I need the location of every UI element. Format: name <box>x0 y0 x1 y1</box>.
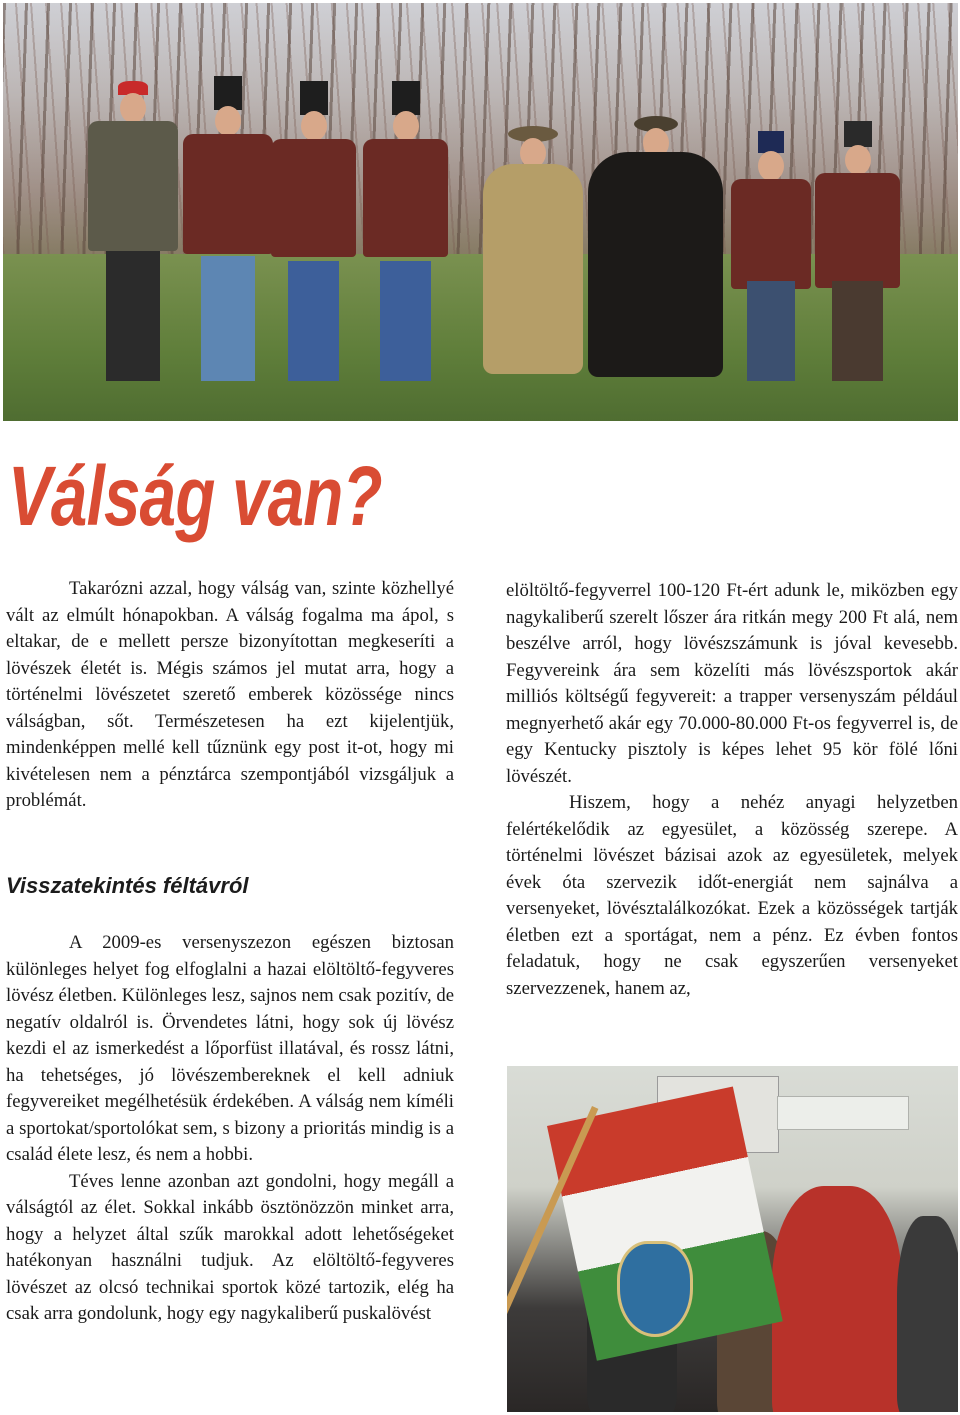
intro-column <box>6 576 454 815</box>
person-figure <box>588 116 723 381</box>
section-column <box>6 930 454 1328</box>
section-paragraph: A 2009-es versenyszezon egészen biztosan különleges helyet fog elfoglalni a hazai elöltöltő-fegyveres lövész életben. Különleges lesz, sajnos nem csak pozitív, de negatív oldalról is. Örvendetes látni, hogy sok új lövész kezdi el az ismerkedést a lőporfüst illatával, és rossz látni, ha tehetséges, jó lövészembereknek el kell adniuk fegyvereiket megélhetésük érdekében. A válság nem kíméli a sportokat/sportolókat sem, s bizony a prioritás mindig is a család élete lesz, és nem a hobbi. <box>6 932 454 1165</box>
article-title: Válság van? <box>8 449 382 543</box>
person-figure <box>815 121 900 381</box>
person-figure <box>731 131 811 381</box>
person-figure <box>483 126 583 381</box>
bottom-photo <box>507 1066 958 1412</box>
person-figure <box>183 76 273 381</box>
right-column <box>506 578 958 1002</box>
flag-emblem <box>617 1241 693 1337</box>
right-paragraph: Hiszem, hogy a nehéz anyagi helyzetben felértékelődik az egyesület, a közösség szerepe. A történelmi lövészet bázisai azok az egyesületek, melyek évek óta szervezik időt-energiát nem sajnálva a versenyeket, lövésztalálkozókat. Ezek a közösségek tartják életben ezt a sportágat, nem a pénz. Ez évben fontos feladatuk, hogy ne csak egyszerűen versenyeket szervezzenek, hanem az, <box>506 792 958 999</box>
person-figure <box>897 1216 958 1412</box>
person-figure <box>363 81 448 381</box>
top-photo <box>3 3 958 421</box>
person-figure <box>88 81 178 381</box>
section-heading: Visszatekintés féltávról <box>6 873 249 898</box>
air-conditioner <box>777 1096 909 1130</box>
section-paragraph: Téves lenne azonban azt gondolni, hogy megáll a válságtól az élet. Sokkal inkább ösztönözzön minket arra, hogy a helyzet által szűk marokkal adott lehetőségeket hatékonyan használni tudjuk. Az elöltöltő-fegyveres lövészet az olcsó technikai sportok közé tartozik, elég ha csak arra gondolunk, hogy egy nagykaliberű puskalövést <box>6 1170 454 1324</box>
person-figure <box>772 1186 902 1412</box>
person-figure <box>271 81 356 381</box>
right-paragraph: elöltöltő-fegyverrel 100-120 Ft-ért adunk le, miközben egy nagykaliberű szerelt lőszer ára ritkán megy 200 Ft alá, nem beszélve arról, hogy lövészszámunk is jóval kevesebb. Fegyvereink ára sem közelíti más lövészsportok akár milliós költségű fegyvereit: a trapper versenyszám például megnyerhető akár egy 70.000-80.000 Ft-os fegyverrel is, de egy Kentucky pisztoly is képes lehet 95 kör fölé lőni lövészét. <box>506 580 958 787</box>
intro-paragraph: Takarózni azzal, hogy válság van, szinte közhellyé vált az elmúlt hónapokban. A válság fogalma ma ápol, s eltakar, de e mellett persze bizonyítottan megkeseríti a lövészek életét is. Mégis számos jel mutat arra, hogy a történelmi lövészetet szerető emberek közössége nincs válságban, sőt. Természetesen ha ezt kijelentjük, mindenképpen mellé kell tűznünk egy post it-ot, hogy mi kivételesen nem a pénztárca szempontjából vizsgáljuk a problémát. <box>6 578 454 811</box>
